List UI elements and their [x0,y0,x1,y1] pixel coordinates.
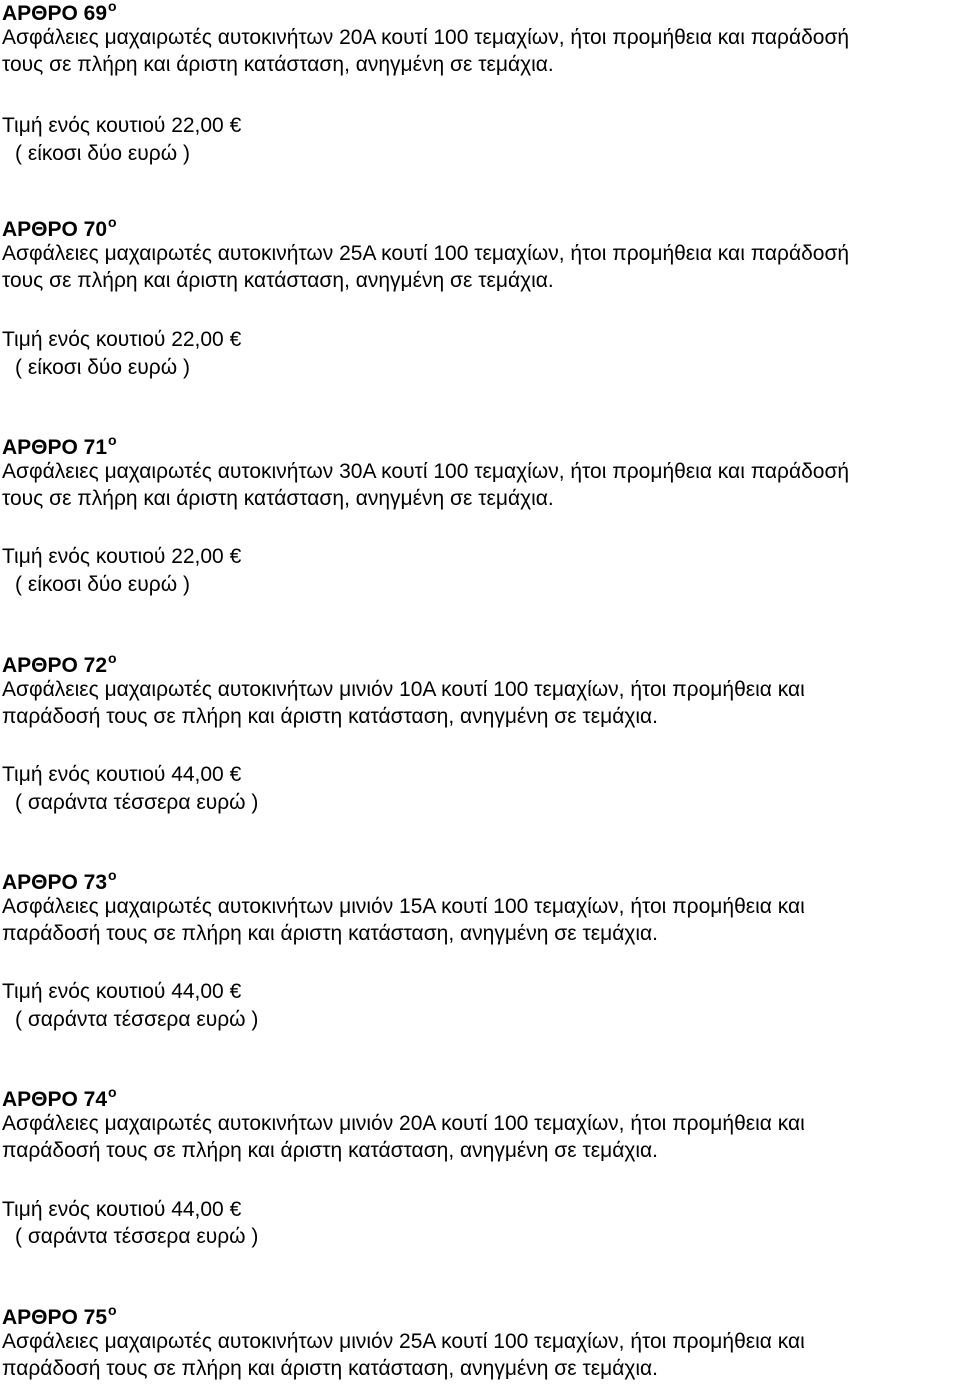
price-in-words: ( σαράντα τέσσερα ευρώ ) [15,1008,259,1031]
article-description [2,1111,960,1164]
article-number: ΑΡΘΡΟ 72 [2,654,108,677]
article-description [2,894,960,947]
description-line-1: Ασφάλειες μαχαιρωτές αυτοκινήτων μινιόν 15Α κουτί 100 τεμαχίων, ήτοι προμήθεια και [2,895,805,918]
article-ordinal: ο [108,432,117,448]
price-line: Τιμή ενός κουτιού 22,00 € [2,328,242,351]
article-ordinal: ο [108,1302,117,1318]
description-line-1: Ασφάλειες μαχαιρωτές αυτοκινήτων 25Α κουτί 100 τεμαχίων, ήτοι προμήθεια και παράδοσή [2,242,850,265]
price-line: Τιμή ενός κουτιού 44,00 € [2,763,242,786]
description-line-1: Ασφάλειες μαχαιρωτές αυτοκινήτων 20Α κουτί 100 τεμαχίων, ήτοι προμήθεια και παράδοσή [2,26,850,49]
price-in-words: ( σαράντα τέσσερα ευρώ ) [15,1225,259,1248]
article-ordinal: ο [108,650,117,666]
article-title [2,867,117,895]
article-title [2,650,117,678]
description-line-1: Ασφάλειες μαχαιρωτές αυτοκινήτων μινιόν 25Α κουτί 100 τεμαχίων, ήτοι προμήθεια και [2,1330,805,1353]
article-ordinal: ο [108,214,117,230]
article-title [2,1084,117,1112]
article-number: ΑΡΘΡΟ 75 [2,1306,108,1329]
description-line-2: τους σε πλήρη και άριστη κατάσταση, ανηγμένη σε τεμάχια. [2,268,554,292]
article-number: ΑΡΘΡΟ 69 [2,2,108,25]
article-description [2,25,960,78]
price-line: Τιμή ενός κουτιού 22,00 € [2,114,242,137]
article-description [2,677,960,730]
description-line-2: παράδοσή τους σε πλήρη και άριστη κατάσταση, ανηγμένη σε τεμάχια. [2,704,659,728]
description-line-2: παράδοσή τους σε πλήρη και άριστη κατάσταση, ανηγμένη σε τεμάχια. [2,1356,659,1380]
price-in-words: ( είκοσι δύο ευρώ ) [15,573,190,596]
article-description [2,241,960,294]
description-line-1: Ασφάλειες μαχαιρωτές αυτοκινήτων μινιόν 10Α κουτί 100 τεμαχίων, ήτοι προμήθεια και [2,678,805,701]
article-description [2,459,960,512]
article-description [2,1329,960,1382]
article-title [2,214,117,242]
description-line-2: τους σε πλήρη και άριστη κατάσταση, ανηγμένη σε τεμάχια. [2,52,554,76]
article-title [2,432,117,460]
description-line-2: τους σε πλήρη και άριστη κατάσταση, ανηγμένη σε τεμάχια. [2,486,554,510]
article-number: ΑΡΘΡΟ 71 [2,436,108,459]
description-line-2: παράδοσή τους σε πλήρη και άριστη κατάσταση, ανηγμένη σε τεμάχια. [2,1138,659,1162]
description-line-1: Ασφάλειες μαχαιρωτές αυτοκινήτων 30Α κουτί 100 τεμαχίων, ήτοι προμήθεια και παράδοσή [2,460,850,483]
article-ordinal: ο [108,0,117,14]
price-in-words: ( σαράντα τέσσερα ευρώ ) [15,791,259,814]
article-title [2,2,117,26]
price-in-words: ( είκοσι δύο ευρώ ) [15,356,190,379]
price-line: Τιμή ενός κουτιού 22,00 € [2,545,242,568]
article-title [2,1302,117,1330]
price-line: Τιμή ενός κουτιού 44,00 € [2,1198,242,1221]
article-ordinal: ο [108,1084,117,1100]
price-in-words: ( είκοσι δύο ευρώ ) [15,142,190,165]
article-number: ΑΡΘΡΟ 74 [2,1088,108,1111]
price-line: Τιμή ενός κουτιού 44,00 € [2,980,242,1003]
description-line-2: παράδοσή τους σε πλήρη και άριστη κατάσταση, ανηγμένη σε τεμάχια. [2,921,659,945]
article-number: ΑΡΘΡΟ 70 [2,218,108,241]
description-line-1: Ασφάλειες μαχαιρωτές αυτοκινήτων μινιόν 20Α κουτί 100 τεμαχίων, ήτοι προμήθεια και [2,1112,805,1135]
article-ordinal: ο [108,867,117,883]
article-number: ΑΡΘΡΟ 73 [2,871,108,894]
